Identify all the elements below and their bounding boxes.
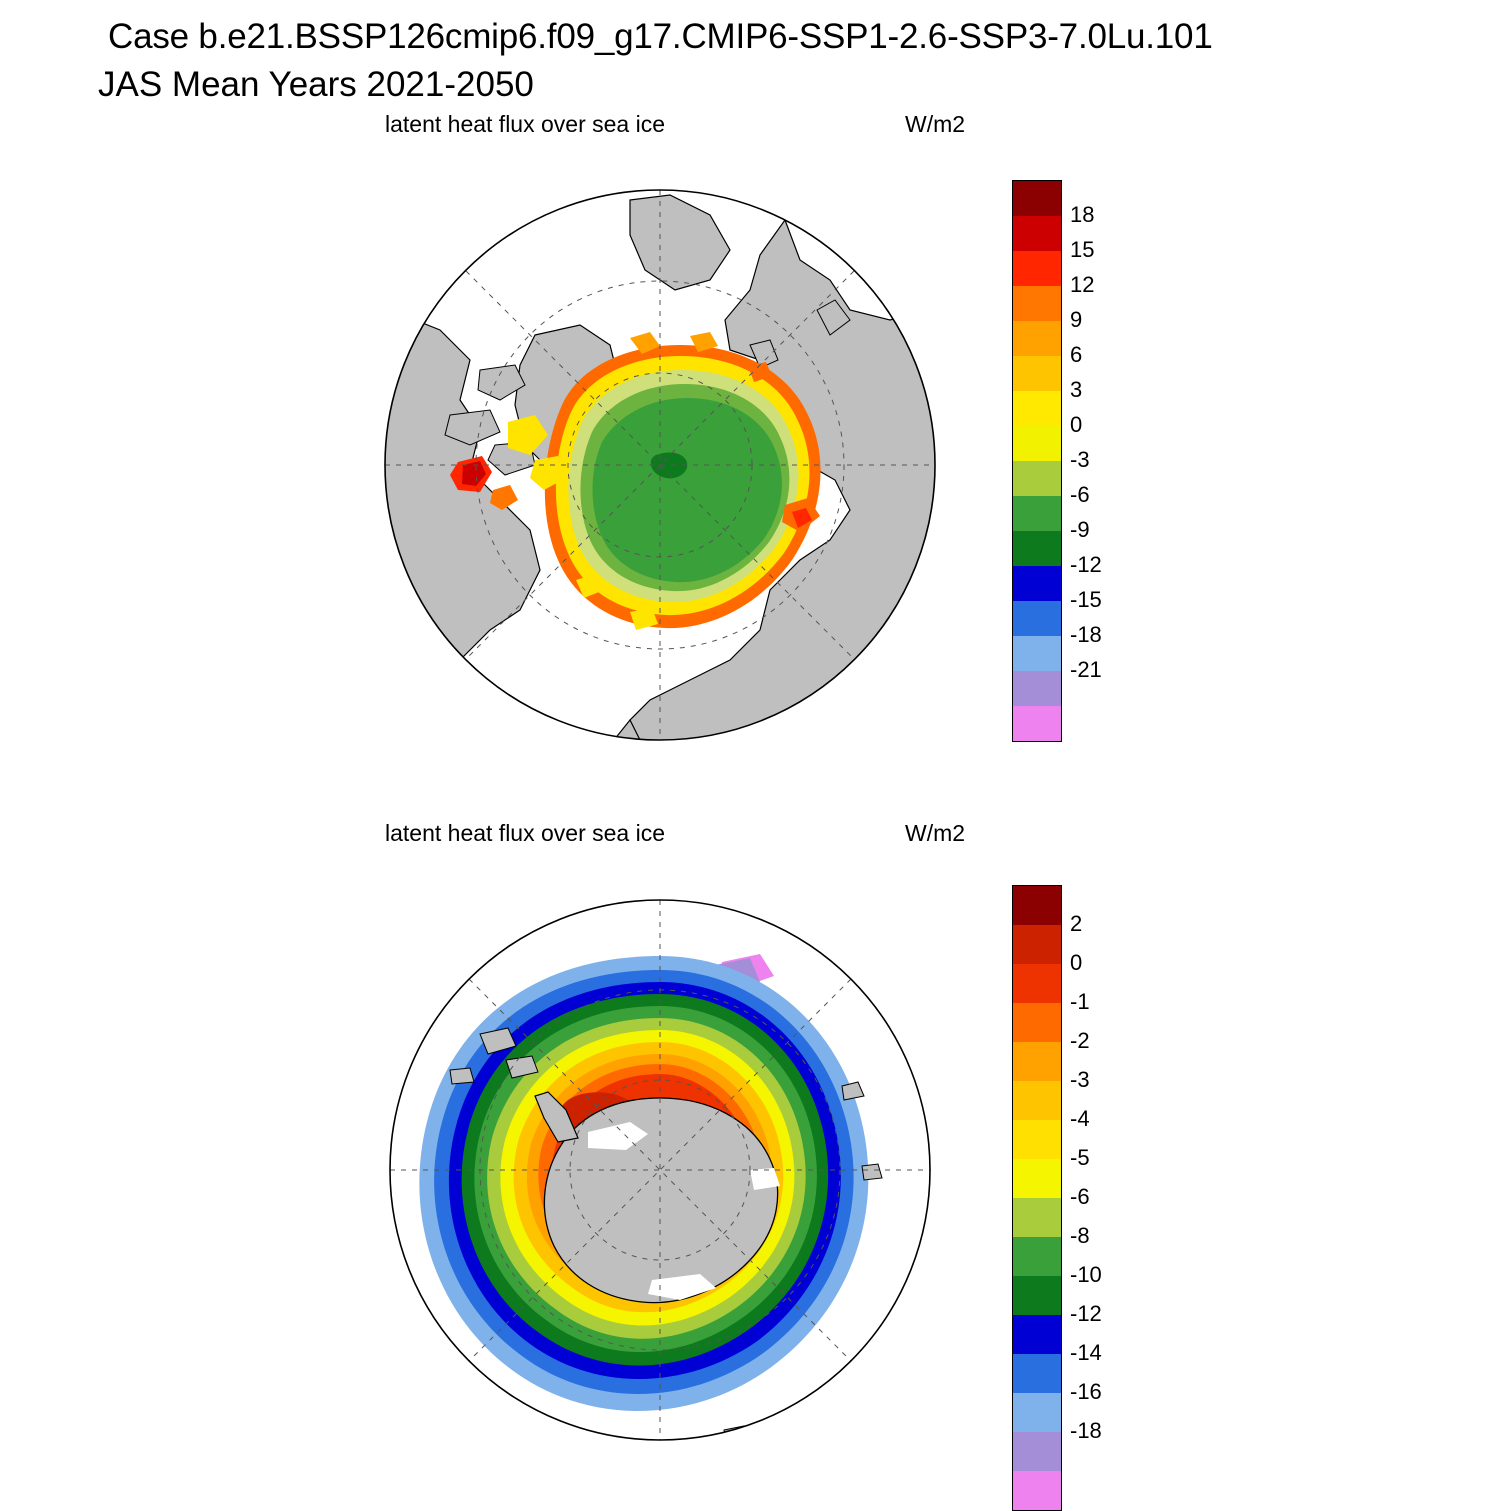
colorbar-cell xyxy=(1013,1237,1061,1276)
colorbar-tick-label: -18 xyxy=(1070,622,1102,647)
colorbar-tick-label: -3 xyxy=(1070,1067,1090,1092)
colorbar-tick-label: 15 xyxy=(1070,237,1095,262)
colorbar-tick-label: 2 xyxy=(1070,911,1083,936)
colorbar-cell xyxy=(1013,1354,1061,1393)
south-polar-map[interactable] xyxy=(330,870,990,1490)
colorbar-cell xyxy=(1013,461,1061,496)
north-colorbar-strip xyxy=(1012,180,1062,742)
colorbar-tick-label: -4 xyxy=(1070,1106,1090,1131)
colorbar-tick-label: -14 xyxy=(1070,1340,1102,1365)
colorbar-tick-label: -10 xyxy=(1070,1262,1102,1287)
colorbar-cell xyxy=(1013,1120,1061,1159)
colorbar-cell xyxy=(1013,925,1061,964)
colorbar-cell xyxy=(1013,321,1061,356)
colorbar-cell xyxy=(1013,964,1061,1003)
colorbar-tick-label: 6 xyxy=(1070,342,1083,367)
colorbar-cell xyxy=(1013,1432,1061,1471)
colorbar-cell xyxy=(1013,426,1061,461)
colorbar-tick-label: -5 xyxy=(1070,1145,1090,1170)
panel-north xyxy=(0,105,1500,795)
colorbar-cell xyxy=(1013,1393,1061,1432)
colorbar-cell xyxy=(1013,1471,1061,1510)
colorbar-tick-label: 18 xyxy=(1070,202,1095,227)
colorbar-tick-label: -6 xyxy=(1070,482,1090,507)
colorbar-cell xyxy=(1013,1159,1061,1198)
colorbar-cell xyxy=(1013,496,1061,531)
north-units-label: W/m2 xyxy=(905,111,966,137)
colorbar-cell xyxy=(1013,531,1061,566)
colorbar-tick-label: -15 xyxy=(1070,587,1102,612)
colorbar-tick-label: -6 xyxy=(1070,1184,1090,1209)
north-variable-label: latent heat flux over sea ice xyxy=(385,111,665,137)
colorbar-tick-label: -12 xyxy=(1070,1301,1102,1326)
colorbar-cell xyxy=(1013,1198,1061,1237)
south-variable-label: latent heat flux over sea ice xyxy=(385,820,665,846)
colorbar-cell xyxy=(1013,886,1061,925)
colorbar-cell xyxy=(1013,1042,1061,1081)
colorbar-cell xyxy=(1013,1276,1061,1315)
colorbar-cell xyxy=(1013,601,1061,636)
colorbar-tick-label: -1 xyxy=(1070,989,1090,1014)
colorbar-tick-label: 3 xyxy=(1070,377,1083,402)
colorbar-tick-label: -9 xyxy=(1070,517,1090,542)
colorbar-tick-label: -21 xyxy=(1070,657,1102,682)
colorbar-tick-label: -18 xyxy=(1070,1418,1102,1443)
page-title-line2: JAS Mean Years 2021-2050 xyxy=(98,65,534,104)
colorbar-cell xyxy=(1013,636,1061,671)
colorbar-tick-label: -2 xyxy=(1070,1028,1090,1053)
colorbar-cell xyxy=(1013,251,1061,286)
colorbar-cell xyxy=(1013,216,1061,251)
colorbar-tick-label: 0 xyxy=(1070,412,1083,437)
colorbar-cell xyxy=(1013,181,1061,216)
south-colorbar-strip xyxy=(1012,885,1062,1511)
colorbar-cell xyxy=(1013,706,1061,741)
colorbar-cell xyxy=(1013,671,1061,706)
colorbar-tick-label: -8 xyxy=(1070,1223,1090,1248)
south-units-label: W/m2 xyxy=(905,820,966,846)
colorbar-tick-label: 0 xyxy=(1070,950,1083,975)
north-map-svg xyxy=(330,160,990,780)
north-polar-map[interactable] xyxy=(330,160,990,780)
colorbar-tick-label: 12 xyxy=(1070,272,1095,297)
colorbar-cell xyxy=(1013,356,1061,391)
colorbar-tick-label: -12 xyxy=(1070,552,1102,577)
panel-south xyxy=(0,810,1500,1500)
page-title-line1: Case b.e21.BSSP126cmip6.f09_g17.CMIP6-SSP1-2.6-SSP3-7.0Lu.101 xyxy=(108,17,1213,56)
colorbar-cell xyxy=(1013,1081,1061,1120)
colorbar-tick-label: -16 xyxy=(1070,1379,1102,1404)
colorbar-cell xyxy=(1013,1003,1061,1042)
colorbar-cell xyxy=(1013,566,1061,601)
colorbar-tick-label: -3 xyxy=(1070,447,1090,472)
colorbar-cell xyxy=(1013,286,1061,321)
south-map-svg xyxy=(330,870,990,1490)
colorbar-tick-label: 9 xyxy=(1070,307,1083,332)
colorbar-cell xyxy=(1013,1315,1061,1354)
colorbar-cell xyxy=(1013,391,1061,426)
